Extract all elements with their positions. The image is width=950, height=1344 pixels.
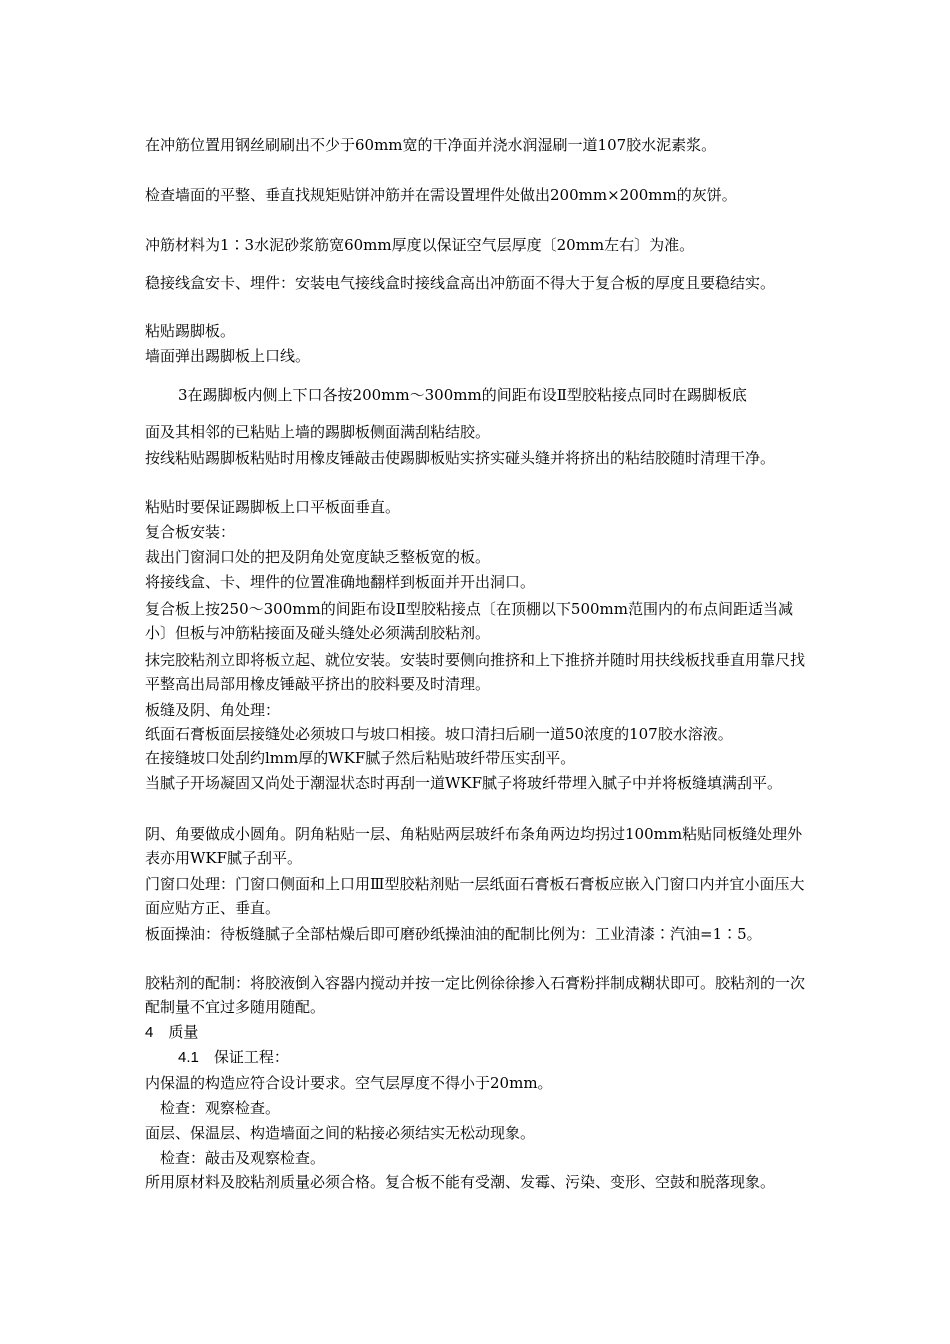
paragraph: 粘贴踢脚板。 [145, 322, 236, 340]
paragraph: 在冲筋位置用钢丝刷刷出不少于60mm宽的干净面并浇水润湿刷一道107胶水泥素浆。 [145, 136, 717, 154]
paragraph: 板缝及阴、角处理： [145, 701, 281, 719]
paragraph: 面及其相邻的已粘贴上墙的踢脚板侧面满刮粘结胶。 [145, 423, 491, 441]
paragraph: 内保温的构造应符合设计要求。空气层厚度不得小于20mm。 [145, 1074, 553, 1092]
paragraph: 3在踢脚板内侧上下口各按200mm～300mm的间距布设Ⅱ型胶粘接点同时在踢脚板底 [178, 386, 747, 404]
paragraph: 阴、角要做成小圆角。阴角粘贴一层、角粘贴两层玻纤布条角两边均拐过100mm粘贴同板缝处理外表亦用WKF腻子刮平。 [145, 825, 803, 867]
paragraph: 所用原材料及胶粘剂质量必须合格。复合板不能有受潮、发霉、污染、变形、空鼓和脱落现象。 [145, 1173, 776, 1191]
paragraph: 面层、保温层、构造墙面之间的粘接必须结实无松动现象。 [145, 1124, 536, 1142]
paragraph: 裁出门窗洞口处的把及阴角处宽度缺乏整板宽的板。 [145, 548, 491, 566]
paragraph: 在接缝坡口处刮约lmm厚的WKF腻子然后粘贴玻纤带压实刮平。 [145, 749, 576, 767]
paragraph: 按线粘贴踢脚板粘贴时用橡皮锤敲击使踢脚板贴实挤实碰头缝并将挤出的粘结胶随时清理干净。 [145, 449, 776, 467]
paragraph: 复合板上按250～300mm的间距布设Ⅱ型胶粘接点〔在顶棚以下500mm范围内的布点间距适当减小〕但板与冲筋粘接面及碰头缝处必须满刮胶粘剂。 [145, 600, 793, 642]
paragraph: 检查：敲击及观察检查。 [160, 1149, 326, 1167]
paragraph: 冲筋材料为1∶3水泥砂浆筋宽60mm厚度以保证空气层厚度〔20mm左右〕为准。 [145, 236, 695, 254]
paragraph: 复合板安装： [145, 523, 236, 541]
subsection-heading: 4.1 保证工程： [178, 1049, 289, 1066]
paragraph: 板面操油：待板缝腻子全部枯燥后即可磨砂纸操油油的配制比例为：工业清漆∶汽油=1∶5。 [145, 925, 762, 943]
paragraph: 检查：观察检查。 [160, 1099, 281, 1117]
paragraph: 检查墙面的平整、垂直找规矩贴饼冲筋并在需设置埋件处做出200mm×200mm的灰饼。 [145, 186, 737, 204]
paragraph: 粘贴时要保证踢脚板上口平板面垂直。 [145, 498, 401, 516]
paragraph: 抹完胶粘剂立即将板立起、就位安装。安装时要侧向推挤和上下推挤并随时用扶线板找垂直用靠尺找平整高出局部用橡皮锤敲平挤出的胶料要及时清理。 [145, 651, 806, 693]
paragraph: 胶粘剂的配制：将胶液倒入容器内搅动并按一定比例徐徐掺入石膏粉拌制成糊状即可。胶粘剂的一次配制量不宜过多随用随配。 [145, 974, 806, 1016]
section-heading: 4 质量 [145, 1024, 199, 1041]
paragraph: 墙面弹出踢脚板上口线。 [145, 347, 311, 365]
paragraph: 稳接线盒安卡、埋件：安装电气接线盒时接线盒高出冲筋面不得大于复合板的厚度且要稳结实。 [145, 274, 776, 292]
paragraph: 门窗口处理：门窗口侧面和上口用Ⅲ型胶粘剂贴一层纸面石膏板石膏板应嵌入门窗口内并宜小面压大面应贴方正、垂直。 [145, 875, 805, 917]
paragraph: 当腻子开场凝固又尚处于潮湿状态时再刮一道WKF腻子将玻纤带埋入腻子中并将板缝填满刮平。 [145, 774, 783, 792]
paragraph: 纸面石膏板面层接缝处必须坡口与坡口相接。坡口清扫后刷一道50浓度的107胶水溶液。 [145, 725, 733, 743]
paragraph: 将接线盒、卡、埋件的位置准确地翻样到板面并开出洞口。 [145, 573, 536, 591]
